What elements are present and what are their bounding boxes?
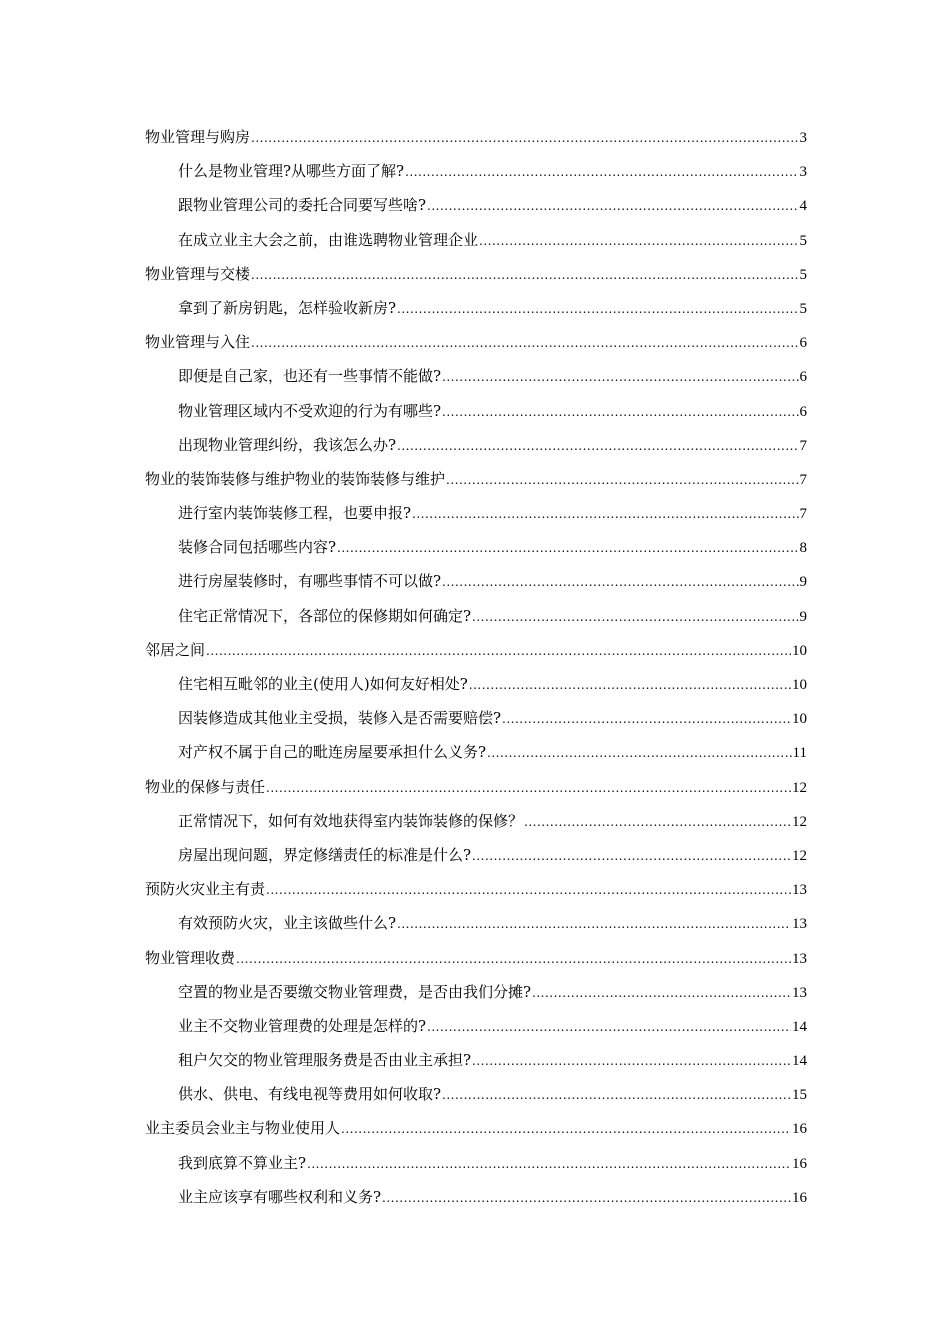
toc-entry-title: 业主不交物业管理费的处理是怎样的?	[178, 1016, 427, 1035]
toc-dot-leader	[251, 330, 798, 357]
toc-page-number: 9	[799, 574, 807, 591]
toc-dot-leader	[206, 638, 791, 665]
toc-subsection-entry[interactable]	[145, 158, 807, 192]
toc-entry-title: 物业管理与交楼	[145, 264, 251, 283]
toc-page-number: 10	[792, 642, 807, 659]
toc-dot-leader	[412, 501, 798, 528]
toc-entry-title: 预防火灾业主有责	[145, 880, 266, 899]
toc-dot-leader	[397, 433, 798, 460]
toc-page-number: 10	[792, 711, 807, 728]
toc-page-number: 14	[792, 1018, 807, 1035]
toc-dot-leader	[427, 1014, 791, 1041]
toc-entry-title: 有效预防火灾，业主该做些什么?	[178, 914, 397, 933]
toc-dot-leader	[341, 1116, 791, 1143]
toc-page-number: 8	[799, 540, 807, 557]
toc-dot-leader	[472, 843, 791, 870]
toc-page-number: 6	[799, 369, 807, 386]
table-of-contents	[145, 124, 807, 1218]
toc-entry-title: 住宅正常情况下，各部位的保修期如何确定?	[178, 606, 472, 625]
toc-dot-leader	[251, 125, 798, 152]
toc-entry-title: 房屋出现问题，界定修缮责任的标准是什么?	[178, 845, 472, 864]
toc-subsection-entry[interactable]	[145, 842, 807, 876]
toc-subsection-entry[interactable]	[145, 363, 807, 397]
toc-page-number: 6	[799, 335, 807, 352]
toc-dot-leader	[446, 467, 798, 494]
toc-page-number: 9	[799, 608, 807, 625]
toc-page-number: 4	[799, 198, 807, 215]
toc-page-number: 16	[792, 1121, 807, 1138]
toc-entry-title: 正常情况下，如何有效地获得室内装饰装修的保修？	[178, 811, 524, 830]
toc-dot-leader	[266, 877, 791, 904]
toc-subsection-entry[interactable]	[145, 295, 807, 329]
toc-entry-title: 租户欠交的物业管理服务费是否由业主承担?	[178, 1051, 472, 1070]
toc-dot-leader	[337, 535, 798, 562]
toc-section-entry[interactable]	[145, 945, 807, 979]
toc-entry-title: 我到底算不算业主?	[178, 1153, 307, 1172]
toc-page-number: 10	[792, 677, 807, 693]
toc-subsection-entry[interactable]	[145, 398, 807, 432]
toc-entry-title: 住宅相互毗邻的业主(使用人)如何友好相处?	[178, 675, 468, 693]
toc-section-entry[interactable]	[145, 466, 807, 500]
toc-entry-title: 业主委员会业主与物业使用人	[145, 1119, 341, 1138]
toc-page-number: 5	[799, 266, 807, 283]
toc-entry-title: 物业管理与购房	[145, 128, 251, 146]
toc-entry-title: 拿到了新房钥匙，怎样验收新房?	[178, 298, 397, 317]
toc-page-number: 3	[799, 130, 807, 146]
toc-section-entry[interactable]	[145, 774, 807, 808]
toc-dot-leader	[442, 569, 798, 596]
toc-subsection-entry[interactable]	[145, 603, 807, 637]
toc-dot-leader	[532, 980, 791, 1007]
toc-dot-leader	[266, 775, 791, 802]
toc-dot-leader	[442, 399, 798, 426]
toc-dot-leader	[479, 228, 798, 255]
toc-entry-title: 邻居之间	[145, 640, 206, 659]
toc-page-number: 13	[792, 882, 807, 899]
toc-page-number: 13	[792, 916, 807, 933]
toc-entry-title: 物业管理与入住	[145, 333, 251, 352]
toc-dot-leader	[251, 262, 798, 289]
toc-entry-title: 进行室内装饰装修工程，也要申报?	[178, 504, 412, 523]
toc-entry-title: 供水、供电、有线电视等费用如何收取?	[178, 1085, 442, 1104]
toc-subsection-entry[interactable]	[145, 705, 807, 739]
toc-page-number: 16	[792, 1189, 807, 1206]
toc-subsection-entry[interactable]	[145, 227, 807, 261]
toc-subsection-entry[interactable]	[145, 568, 807, 602]
toc-dot-leader	[307, 1151, 791, 1178]
toc-dot-leader	[487, 740, 792, 767]
toc-subsection-entry[interactable]	[145, 192, 807, 226]
toc-section-entry[interactable]	[145, 876, 807, 910]
toc-entry-title: 进行房屋装修时，有哪些事情不可以做?	[178, 572, 442, 591]
toc-subsection-entry[interactable]	[145, 671, 807, 705]
toc-page-number: 7	[799, 471, 807, 488]
toc-entry-title: 装修合同包括哪些内容?	[178, 538, 337, 557]
toc-section-entry[interactable]	[145, 1115, 807, 1149]
toc-section-entry[interactable]	[145, 637, 807, 671]
toc-subsection-entry[interactable]	[145, 1081, 807, 1115]
toc-dot-leader	[397, 911, 791, 938]
toc-entry-title: 在成立业主大会之前，由谁选聘物业管理企业	[178, 230, 479, 249]
toc-dot-leader	[382, 1185, 791, 1212]
toc-dot-leader	[442, 1082, 791, 1109]
toc-subsection-entry[interactable]	[145, 739, 807, 773]
toc-page-number: 5	[799, 300, 807, 317]
toc-page-number: 5	[799, 232, 807, 249]
toc-page-number: 16	[792, 1155, 807, 1172]
toc-subsection-entry[interactable]	[145, 432, 807, 466]
toc-subsection-entry[interactable]	[145, 808, 807, 842]
toc-dot-leader	[524, 809, 791, 836]
toc-page-number: 7	[799, 506, 807, 523]
toc-entry-title: 什么是物业管理?从哪些方面了解?	[178, 162, 405, 181]
toc-dot-leader	[469, 672, 791, 699]
toc-page-number: 12	[792, 847, 807, 864]
toc-section-entry[interactable]	[145, 261, 807, 295]
toc-subsection-entry[interactable]	[145, 534, 807, 568]
toc-entry-title: 因装修造成其他业主受损，装修入是否需要赔偿?	[178, 709, 502, 728]
toc-section-entry[interactable]	[145, 329, 807, 363]
toc-dot-leader	[472, 1048, 791, 1075]
toc-subsection-entry[interactable]	[145, 1150, 807, 1184]
toc-page-number: 7	[799, 437, 807, 454]
toc-entry-title: 物业管理收费	[145, 948, 236, 967]
toc-subsection-entry[interactable]	[145, 1013, 807, 1047]
toc-subsection-entry[interactable]	[145, 1047, 807, 1081]
toc-entry-title: 对产权不属于自己的毗连房屋要承担什么义务?	[178, 743, 487, 762]
toc-dot-leader	[397, 296, 798, 323]
toc-entry-title: 空置的物业是否要缴交物业管理费，是否由我们分摊?	[178, 982, 532, 1001]
toc-dot-leader	[442, 364, 798, 391]
toc-page-number: 12	[792, 813, 807, 830]
toc-entry-title: 物业的保修与责任	[145, 777, 266, 796]
toc-subsection-entry[interactable]	[145, 910, 807, 944]
toc-entry-title: 即便是自己家，也还有一些事情不能做?	[178, 367, 442, 386]
toc-entry-title: 物业管理区域内不受欢迎的行为有哪些?	[178, 401, 442, 420]
toc-page-number: 12	[792, 779, 807, 796]
toc-page-number: 13	[792, 984, 807, 1001]
toc-dot-leader	[236, 946, 791, 973]
toc-page-number: 14	[792, 1053, 807, 1070]
toc-subsection-entry[interactable]	[145, 1184, 807, 1218]
toc-page-number: 3	[799, 164, 807, 181]
toc-dot-leader	[472, 604, 798, 631]
toc-page-number: 6	[799, 403, 807, 420]
toc-page-number: 15	[792, 1087, 807, 1104]
toc-entry-title: 物业的装饰装修与维护物业的装饰装修与维护	[145, 469, 446, 488]
toc-subsection-entry[interactable]	[145, 979, 807, 1013]
toc-page-number: 11	[792, 745, 807, 762]
toc-entry-title: 跟物业管理公司的委托合同要写些啥?	[178, 196, 427, 215]
toc-entry-title: 出现物业管理纠纷，我该怎么办?	[178, 435, 397, 454]
toc-page-number: 13	[792, 950, 807, 967]
toc-section-entry[interactable]	[145, 124, 807, 158]
toc-entry-title: 业主应该享有哪些权利和义务?	[178, 1187, 382, 1206]
toc-subsection-entry[interactable]	[145, 500, 807, 534]
toc-dot-leader	[502, 706, 791, 733]
toc-dot-leader	[405, 159, 798, 186]
toc-dot-leader	[427, 193, 798, 220]
